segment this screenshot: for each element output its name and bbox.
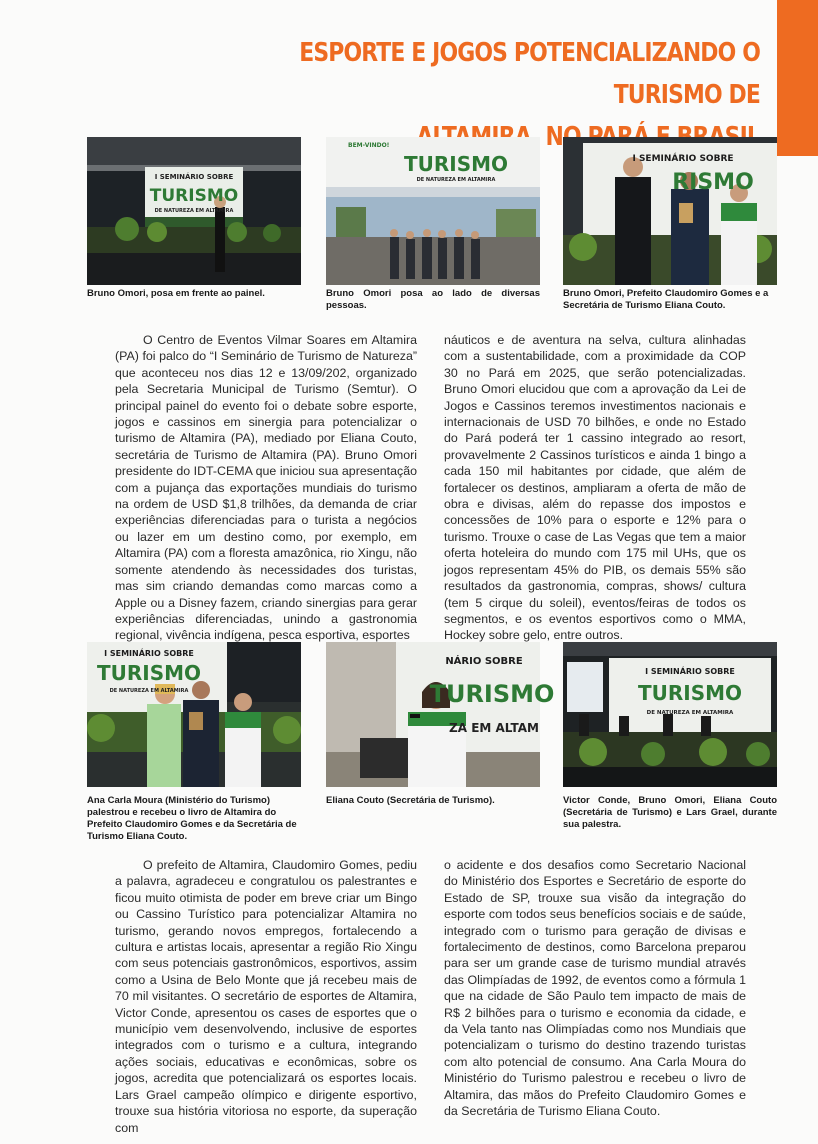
article-column-3 (115, 857, 417, 1136)
banner-text: I SEMINÁRIO SOBRE (645, 667, 735, 676)
banner-big-text: TURISMO (637, 681, 743, 705)
banner-sub-text: DE NATUREZA EM ALTAMIRA (646, 710, 734, 716)
photo-bruno-omori-painel (87, 137, 301, 285)
banner-big-text: TURISMO (429, 680, 555, 708)
caption-photo-1: Bruno Omori, posa em frente ao painel. (87, 288, 265, 299)
banner-sub-text: DE NATUREZA EM ALTAMIRA (416, 177, 496, 183)
paragraph-3: O prefeito de Altamira, Claudomiro Gomes, pediu a palavra, agradeceu e congratulou os palestrantes e ficou muito otimista de poder em breve criar um Bingo ou Cassino Turístico para potencializar Altamira no turismo, gerando novos empregos, fortalecendo a cultura e artistas locais, apresentar a região Rio Xingu com seus potenciais gastronômicos, esportivos, assim como a Usina de Belo Monte que já recebeu mais de 70 mil visitantes. O secretário de esportes de Altamira, Victor Conde, apresentou os cases de esportes que o município vem desenvolvendo, inclusive de esportes integrados com o turismo e a cultura, integrando ações sociais, educativas e econômicas, sobre os jogos, acredita que potencializará os esportes locais. Lars Grael campeão olímpico e dirigente esportivo, trouxe sua história vitoriosa no esporte, da superação com (115, 858, 417, 1135)
photo-palestra-lars-grael (563, 642, 777, 787)
paragraph-2: náuticos e de aventura na selva, cultura alinhadas com a sustentabilidade, com a proximidade da COP 30 no Pará em 2025, que serão potencializadas. Bruno Omori elucidou que com a aprovação da Lei de Jogos e Cassinos teremos investimentos nacionais e internacionais de USD 70 bilhões, e onde no Estado do Pará poderá ter 1 cassino integrado ao resort, provavelmente 2 Cassinos turísticos e ainda 1 bingo a cada 150 mil habitantes por cidade, que além de fortalecer os destinos, ampliaram a oferta de mão de obra e divisas, além do repasse dos impostos e concessões de 10% para o esporte e 12% para o turismo. Trouxe o case de Las Vegas que tem a maior oferta hoteleira do mundo com 175 mil UHs, que os jogos representam 45% do PIB, os demais 55% são resultados da gastronomia, compras, shows/ cultura (tem 5 cirque du soleil), eventos/feiras de todos os segmentos, e os eventos esportivos como o MMA, Hockey sobre gelo, entre outros. (444, 333, 746, 643)
article-column-4 (444, 857, 746, 1120)
banner-text: I SEMINÁRIO SOBRE (154, 173, 234, 181)
paragraph-4: o acidente e dos desafios como Secretario Nacional do Ministério dos Esportes e Secretário de esporte do Estado de SP, trouxe sua visão da integração do esporte com todos seus benefícios sociais e de saúde, integrado com o turismo para geração de divisas e fortalecimento de destinos, como Barcelona preparou para ser um grande case de turismo mundial através das Olimpíadas de 1992, de eventos como a fórmula 1 que na cidade de São Paulo tem impacto de mais de R$ 2 bilhões para o turismo e economia da cidade, e da Vela tanto nas Olimpíadas como nos Mundiais que potencializam o turismo do destino trazendo turistas com alto potencial de consumo. Ana Carla Moura do Ministério do Turismo palestrou e recebeu o livro de Altamira, das mãos do Prefeito Claudomiro Gomes e da Secretária de Turismo Eliana Couto. (444, 858, 746, 1119)
photo-grupo-pessoas (326, 137, 540, 285)
caption-photo-2: Bruno Omori posa ao lado de diversas pessoas. (326, 288, 540, 311)
photo-eliana-couto (326, 642, 555, 787)
headline-line-1: ESPORTE E JOGOS POTENCIALIZANDO O TURISMO DE (299, 38, 760, 110)
banner-sub-text: DE NATUREZA EM ALTAMIRA (154, 208, 234, 214)
paragraph-1: O Centro de Eventos Vilmar Soares em Altamira (PA) foi palco do “I Seminário de Turismo de Natureza” que aconteceu nos dias 12 e 13/09/202, organizado pela Secretaria Municipal de Turismo (Semtur). O principal painel do evento foi o debate sobre esporte, jogos e cassinos em sinergia para potencializar o turismo de Altamira (PA), mediado por Eliana Couto, secretária de Turismo de Altamira (PA). Bruno Omori presidente do IDT-CEMA que iniciou sua apresentação com a pujança das exportações mundiais do turismo na ordem de USD $1,8 trilhões, da demanda de criar experiências diferenciadas para o turista a negócios ou lazer em um destino como, por exemplo, em Altamira (PA) com a floresta amazônica, rio Xingu, não somente atendendo às necessidades dos turistas, mas sim criando demandas como marcas como a Apple ou a Disney fazem, criando sinergias para gerar experiências diferenciadas, unindo a gastronomia regional, vivência indígena, pesca esportiva, esportes (115, 333, 417, 643)
banner-sub-text: ZA EM ALTAM (449, 721, 539, 735)
caption-photo-5: Eliana Couto (Secretária de Turismo). (326, 795, 495, 806)
caption-photo-3: Bruno Omori, Prefeito Claudomiro Gomes e a Secretária de Turismo Eliana Couto. (563, 288, 769, 311)
banner-big-text: TURISMO (96, 661, 202, 685)
caption-photo-4: Ana Carla Moura (Ministério do Turismo) palestrou e recebeu o livro de Altamira do Prefeito Claudomiro Gomes e da Secretária de Turismo Eliana Couto. (87, 795, 297, 842)
photo-ana-carla-moura (87, 642, 301, 787)
banner-sub-text: DE NATUREZA EM ALTAMIRA (109, 688, 189, 694)
banner-big-text: RISMO (672, 170, 754, 195)
banner-text: I SEMINÁRIO SOBRE (104, 649, 194, 658)
banner-welcome-text: BEM-VINDO! (348, 142, 390, 149)
photo-omori-prefeito-secretaria (563, 137, 777, 285)
article-column-1 (115, 332, 417, 644)
banner-text: NÁRIO SOBRE (445, 656, 523, 667)
article-column-2 (444, 332, 746, 644)
banner-text: I SEMINÁRIO SOBRE (632, 154, 734, 164)
caption-photo-6: Victor Conde, Bruno Omori, Eliana Couto (Secretária de Turismo) e Lars Grael, durante sua palestra. (563, 795, 777, 830)
banner-big-text: TURISMO (403, 152, 509, 176)
orange-accent-bar (777, 0, 818, 156)
banner-big-text: TURISMO (149, 186, 239, 206)
